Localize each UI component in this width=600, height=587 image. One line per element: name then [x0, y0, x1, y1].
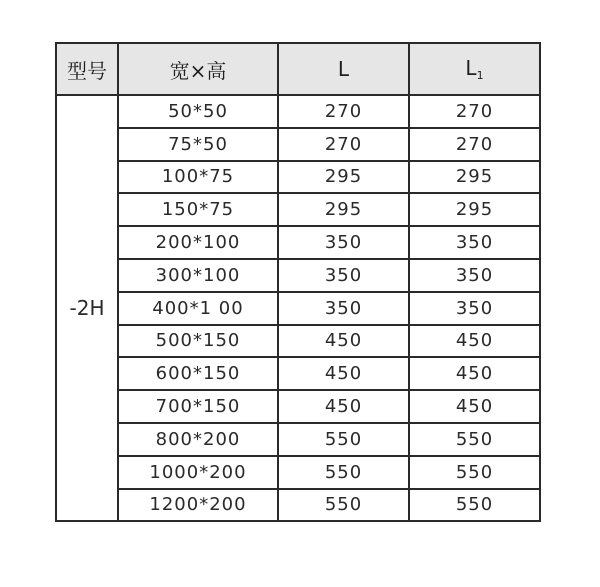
l1-cell: 295 — [409, 193, 540, 226]
table-row — [56, 259, 540, 292]
table-row — [56, 292, 540, 325]
l-cell: 270 — [278, 128, 409, 161]
header-l: L — [278, 43, 409, 95]
l1-cell: 550 — [409, 489, 540, 522]
spec-table — [55, 42, 541, 522]
size-cell: 100*75 — [118, 161, 278, 194]
table-row — [56, 390, 540, 423]
size-cell: 200*100 — [118, 226, 278, 259]
size-cell: 600*150 — [118, 357, 278, 390]
l-cell: 550 — [278, 423, 409, 456]
table-row — [56, 357, 540, 390]
l1-cell: 450 — [409, 357, 540, 390]
header-l1 — [409, 43, 540, 95]
l-cell: 295 — [278, 161, 409, 194]
l1-cell: 350 — [409, 226, 540, 259]
l1-cell: 295 — [409, 161, 540, 194]
table-row — [56, 193, 540, 226]
table-header — [56, 43, 540, 95]
table-row — [56, 128, 540, 161]
l1-cell: 270 — [409, 128, 540, 161]
table-body — [56, 95, 540, 521]
l-cell: 295 — [278, 193, 409, 226]
size-cell: 800*200 — [118, 423, 278, 456]
l-cell: 550 — [278, 489, 409, 522]
header-l1-subscript: 1 — [476, 69, 484, 82]
l1-cell: 270 — [409, 95, 540, 128]
l-cell: 550 — [278, 456, 409, 489]
table-row — [56, 95, 540, 128]
l-cell: 270 — [278, 95, 409, 128]
l-cell: 350 — [278, 226, 409, 259]
header-size: 宽×高 — [118, 43, 278, 95]
size-cell: 300*100 — [118, 259, 278, 292]
table-row — [56, 226, 540, 259]
model-cell: -2H — [56, 95, 118, 521]
l1-cell: 550 — [409, 456, 540, 489]
size-cell: 75*50 — [118, 128, 278, 161]
l1-cell: 350 — [409, 259, 540, 292]
l1-cell: 550 — [409, 423, 540, 456]
size-cell: 500*150 — [118, 325, 278, 358]
size-cell: 1200*200 — [118, 489, 278, 522]
table-row — [56, 423, 540, 456]
l-cell: 350 — [278, 259, 409, 292]
size-cell: 1000*200 — [118, 456, 278, 489]
l1-cell: 350 — [409, 292, 540, 325]
l-cell: 450 — [278, 325, 409, 358]
l-cell: 350 — [278, 292, 409, 325]
l1-cell: 450 — [409, 390, 540, 423]
l1-cell: 450 — [409, 325, 540, 358]
table-row — [56, 325, 540, 358]
table-row — [56, 161, 540, 194]
size-cell: 150*75 — [118, 193, 278, 226]
header-model: 型号 — [56, 43, 118, 95]
l-cell: 450 — [278, 357, 409, 390]
size-cell: 400*1 00 — [118, 292, 278, 325]
l-cell: 450 — [278, 390, 409, 423]
header-row — [56, 43, 540, 95]
size-cell: 700*150 — [118, 390, 278, 423]
size-cell: 50*50 — [118, 95, 278, 128]
table-row — [56, 489, 540, 522]
table-row — [56, 456, 540, 489]
header-l1-base: L — [465, 56, 477, 80]
